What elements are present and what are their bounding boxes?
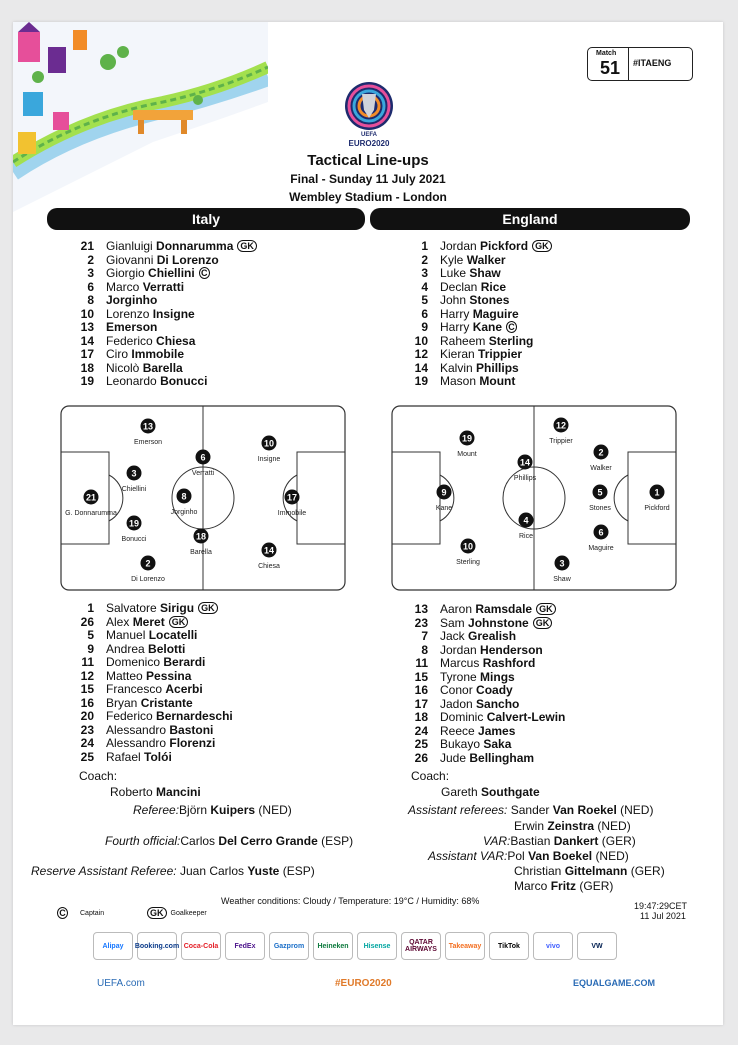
player-name: Giorgio Chiellini C xyxy=(106,267,210,281)
player-name: Alessandro Bastoni xyxy=(106,722,214,737)
logo-euro-text: EURO2020 xyxy=(348,139,390,148)
player-marker-number: 17 xyxy=(286,492,298,503)
player-row xyxy=(68,643,233,657)
player-marker-label: Kane xyxy=(435,505,453,512)
sponsor-logo: FedEx xyxy=(225,932,265,960)
lineup-sheet xyxy=(13,22,723,1025)
player-number: 3 xyxy=(421,266,428,280)
team-header-home: Italy xyxy=(47,208,365,230)
equalgame-link[interactable]: EQUALGAME.COM xyxy=(573,978,655,988)
player-marker-number: 2 xyxy=(145,558,151,569)
goalkeeper-icon: GK xyxy=(198,602,218,614)
player-row xyxy=(402,698,565,712)
player-row xyxy=(402,335,552,349)
team-header-away: England xyxy=(370,208,690,230)
player-name: Tyrone Mings xyxy=(440,669,515,684)
referee: Referee:Björn Kuipers (NED) xyxy=(133,803,292,817)
player-marker-label: Di Lorenzo xyxy=(131,576,165,583)
away-coach-label: Coach: xyxy=(411,769,450,783)
away-substitutes-list xyxy=(402,603,565,765)
captain-icon: C xyxy=(57,907,68,919)
sponsor-logos xyxy=(93,932,617,960)
player-row xyxy=(68,335,257,349)
player-marker-label: Rice xyxy=(518,533,534,540)
player-marker-number: 18 xyxy=(195,531,207,542)
reserve-assistant-referee: Reserve Assistant Referee: Juan Carlos Yuste (ESP) xyxy=(31,864,315,878)
player-name: Mason Mount xyxy=(440,374,516,388)
player-number: 9 xyxy=(421,320,428,334)
player-name: Aaron Ramsdale GK xyxy=(440,603,556,617)
player-row xyxy=(402,254,552,268)
player-number: 24 xyxy=(414,723,428,738)
player-name: Ciro Immobile xyxy=(106,347,185,361)
player-number: 9 xyxy=(87,641,94,656)
player-marker-number: 19 xyxy=(128,518,140,529)
captain-icon: C xyxy=(506,321,517,333)
player-marker-number: 19 xyxy=(461,433,473,444)
player-marker-number: 13 xyxy=(142,421,154,432)
player-name: Gianluigi Donnarumma GK xyxy=(106,240,257,254)
player-name: Federico Bernardeschi xyxy=(106,709,233,723)
player-name: Alessandro Florenzi xyxy=(106,736,216,750)
player-name: Jude Bellingham xyxy=(440,750,535,765)
player-name: Federico Chiesa xyxy=(106,333,196,348)
player-row xyxy=(402,362,552,376)
player-name: Harry Kane C xyxy=(440,321,517,335)
player-row xyxy=(68,724,233,738)
player-name: Sam Johnstone GK xyxy=(440,617,552,631)
player-number: 3 xyxy=(87,266,94,280)
goalkeeper-icon: GK xyxy=(536,603,556,615)
player-row xyxy=(402,630,565,644)
goalkeeper-icon: GK xyxy=(532,240,552,252)
player-marker-label: Stones xyxy=(589,505,611,512)
player-row xyxy=(68,294,257,308)
player-marker-number: 10 xyxy=(462,541,474,552)
sponsor-logo: Alipay xyxy=(93,932,133,960)
player-name: Declan Rice xyxy=(440,279,507,294)
player-number: 19 xyxy=(80,374,94,388)
player-name: Marco Verratti xyxy=(106,279,185,294)
player-row xyxy=(402,294,552,308)
player-marker-number: 21 xyxy=(85,492,97,503)
player-marker-label: Insigne xyxy=(257,456,281,463)
player-row xyxy=(68,683,233,697)
player-row xyxy=(68,267,257,281)
sponsor-logo: Takeaway xyxy=(445,932,485,960)
player-marker-number: 6 xyxy=(598,527,604,538)
player-marker-label: Trippier xyxy=(549,438,573,445)
player-row xyxy=(402,267,552,281)
player-name: Luke Shaw xyxy=(440,266,501,280)
goalkeeper-icon: GK xyxy=(147,907,167,919)
player-marker-label: Jorginho xyxy=(170,509,198,516)
uefa-link[interactable]: UEFA.com xyxy=(97,978,145,989)
player-number: 24 xyxy=(80,736,94,750)
player-number: 12 xyxy=(80,668,94,683)
player-number: 13 xyxy=(414,602,428,616)
home-coach-name: Roberto Mancini xyxy=(110,785,201,799)
player-marker-number: 8 xyxy=(181,491,187,502)
goalkeeper-icon: GK xyxy=(533,617,553,629)
assistant-var-3: Marco Fritz (GER) xyxy=(514,879,614,893)
player-number: 23 xyxy=(80,722,94,737)
player-number: 11 xyxy=(415,656,428,670)
player-name: Conor Coady xyxy=(440,683,513,697)
away-starters-list xyxy=(402,240,552,389)
player-marker-label: Chiesa xyxy=(258,563,280,570)
player-row xyxy=(68,737,233,751)
player-number: 10 xyxy=(80,306,94,321)
player-number: 1 xyxy=(421,239,428,253)
player-marker-label: Phillips xyxy=(513,475,537,482)
player-row xyxy=(68,375,257,389)
assistant-var-1: Assistant VAR:Pol Van Boekel (NED) xyxy=(428,849,629,863)
player-row xyxy=(402,281,552,295)
player-number: 17 xyxy=(80,347,94,361)
player-name: Nicolò Barella xyxy=(106,360,183,375)
sponsor-logo: TikTok xyxy=(489,932,529,960)
sponsor-logo: Hisense xyxy=(357,932,397,960)
sponsor-logo: VW xyxy=(577,932,617,960)
player-row xyxy=(68,697,233,711)
player-name: Bukayo Saka xyxy=(440,737,512,751)
player-marker-label: Shaw xyxy=(553,576,571,583)
player-name: Francesco Acerbi xyxy=(106,682,203,696)
euro2020-logo xyxy=(340,80,398,152)
player-row xyxy=(68,616,233,630)
player-number: 25 xyxy=(414,737,428,751)
player-row xyxy=(68,281,257,295)
weather-conditions: Weather conditions: Cloudy / Temperature: 19°C / Humidity: 68% xyxy=(221,896,480,906)
player-row xyxy=(402,617,565,631)
player-name: Salvatore Sirigu GK xyxy=(106,602,218,616)
player-number: 4 xyxy=(421,279,428,294)
player-number: 7 xyxy=(421,629,428,643)
player-name: Leonardo Bonucci xyxy=(106,374,208,388)
away-coach-name: Gareth Southgate xyxy=(441,785,540,799)
player-number: 21 xyxy=(80,239,94,253)
player-number: 18 xyxy=(80,360,94,375)
player-name: Harry Maguire xyxy=(440,306,519,321)
player-number: 17 xyxy=(414,696,428,711)
match-subtitle: Final - Sunday 11 July 2021 xyxy=(290,172,446,186)
player-name: Kieran Trippier xyxy=(440,347,523,361)
player-row xyxy=(402,752,565,766)
player-name: Lorenzo Insigne xyxy=(106,306,195,321)
player-number: 14 xyxy=(80,333,94,348)
player-number: 8 xyxy=(421,642,428,657)
player-name: Matteo Pessina xyxy=(106,668,192,683)
assistant-var-2: Christian Gittelmann (GER) xyxy=(514,864,665,878)
sponsor-logo: vivo xyxy=(533,932,573,960)
player-marker-label: Bonucci xyxy=(121,536,147,543)
page-title: Tactical Line-ups xyxy=(307,152,429,169)
home-starters-list xyxy=(68,240,257,389)
player-row xyxy=(68,240,257,254)
player-name: Rafael Tolói xyxy=(106,749,172,764)
player-row xyxy=(402,603,565,617)
player-name: Jadon Sancho xyxy=(440,696,520,711)
player-row xyxy=(402,321,552,335)
player-number: 8 xyxy=(87,293,94,307)
match-label: Match xyxy=(596,50,617,57)
sponsor-logo: Heineken xyxy=(313,932,353,960)
player-row xyxy=(402,375,552,389)
sponsor-logo: Coca-Cola xyxy=(181,932,221,960)
player-number: 19 xyxy=(414,374,428,388)
player-name: Kalvin Phillips xyxy=(440,360,519,375)
player-name: Bryan Cristante xyxy=(106,695,193,710)
player-number: 23 xyxy=(414,615,428,630)
print-date: 11 Jul 2021 xyxy=(640,911,686,921)
player-marker-number: 14 xyxy=(263,545,275,556)
player-row xyxy=(68,629,233,643)
player-name: Jack Grealish xyxy=(440,629,517,643)
player-marker-label: Immobile xyxy=(277,510,307,517)
player-row xyxy=(68,670,233,684)
player-name: Dominic Calvert-Lewin xyxy=(440,710,566,724)
goalkeeper-icon: GK xyxy=(237,240,257,252)
logo-uefa-text: UEFA xyxy=(360,132,378,138)
print-time: 19:47:29CET xyxy=(634,901,688,911)
player-marker-number: 2 xyxy=(598,447,604,458)
player-row xyxy=(68,602,233,616)
player-marker-label: Emerson xyxy=(133,439,163,446)
player-marker-number: 3 xyxy=(131,468,137,479)
player-row xyxy=(68,362,257,376)
player-marker-label: Walker xyxy=(590,465,612,472)
player-row xyxy=(402,657,565,671)
player-number: 11 xyxy=(81,655,94,669)
player-row xyxy=(68,348,257,362)
player-marker-number: 5 xyxy=(597,487,603,498)
player-marker-label: Maguire xyxy=(588,545,614,552)
player-marker-number: 14 xyxy=(519,457,531,468)
match-number: 51 xyxy=(600,58,621,78)
player-name: Manuel Locatelli xyxy=(106,628,198,642)
player-name: Alex Meret GK xyxy=(106,616,188,630)
player-name: Domenico Berardi xyxy=(106,655,206,669)
player-marker-number: 4 xyxy=(523,515,529,526)
player-marker-number: 3 xyxy=(559,558,565,569)
player-name: Andrea Belotti xyxy=(106,641,186,656)
player-name: Jordan Henderson xyxy=(440,642,543,657)
player-number: 5 xyxy=(421,293,428,307)
goalkeeper-icon: GK xyxy=(169,616,189,628)
player-number: 12 xyxy=(414,347,428,361)
match-venue: Wembley Stadium - London xyxy=(289,190,447,204)
player-name: Marcus Rashford xyxy=(440,656,536,670)
home-pitch xyxy=(60,405,346,596)
player-row xyxy=(402,348,552,362)
player-marker-label: G. Donnarumma xyxy=(65,510,117,517)
player-marker-label: Chiellini xyxy=(121,486,147,493)
player-number: 15 xyxy=(80,682,94,696)
match-hashtag: #ITAENG xyxy=(633,58,672,68)
divider xyxy=(628,48,629,80)
player-row xyxy=(402,684,565,698)
home-coach-label: Coach: xyxy=(79,769,118,783)
player-marker-label: Pickford xyxy=(644,505,670,512)
player-row xyxy=(68,254,257,268)
away-pitch xyxy=(391,405,677,596)
player-number: 1 xyxy=(87,601,94,615)
player-number: 16 xyxy=(80,695,94,710)
home-substitutes-list xyxy=(68,602,233,764)
player-marker-label: Barella xyxy=(190,549,212,556)
player-row xyxy=(402,725,565,739)
player-marker-number: 6 xyxy=(200,452,206,463)
assistant-referee-2: Erwin Zeinstra (NED) xyxy=(514,819,631,833)
player-name: Reece James xyxy=(440,723,516,738)
player-row xyxy=(402,671,565,685)
player-name: Kyle Walker xyxy=(440,252,506,267)
player-number: 25 xyxy=(80,749,94,764)
player-number: 6 xyxy=(421,306,428,321)
euro2020-hashtag[interactable]: #EURO2020 xyxy=(335,978,392,989)
player-marker-number: 1 xyxy=(654,487,660,498)
player-name: Emerson xyxy=(106,320,158,334)
match-number-box xyxy=(587,47,693,81)
player-row xyxy=(402,711,565,725)
player-number: 2 xyxy=(87,252,94,267)
player-number: 18 xyxy=(414,710,428,724)
sponsor-logo: QATAR AIRWAYS xyxy=(401,932,441,960)
player-number: 16 xyxy=(414,683,428,697)
player-marker-label: Verratti xyxy=(191,470,215,477)
player-marker-label: Mount xyxy=(457,451,477,458)
player-name: Jordan Pickford GK xyxy=(440,240,552,254)
player-number: 5 xyxy=(87,628,94,642)
player-name: Jorginho xyxy=(106,293,158,307)
player-marker-number: 12 xyxy=(555,420,567,431)
player-row xyxy=(68,656,233,670)
player-number: 13 xyxy=(80,320,94,334)
player-number: 2 xyxy=(421,252,428,267)
player-marker-number: 9 xyxy=(441,487,447,498)
player-number: 14 xyxy=(414,360,428,375)
assistant-referee-1: Assistant referees: Sander Van Roekel (NED) xyxy=(408,803,654,817)
player-row xyxy=(402,240,552,254)
player-name: Giovanni Di Lorenzo xyxy=(106,252,219,267)
player-row xyxy=(68,308,257,322)
player-marker-label: Sterling xyxy=(456,559,480,566)
player-name: John Stones xyxy=(440,293,510,307)
player-number: 26 xyxy=(80,614,94,629)
player-number: 10 xyxy=(414,333,428,348)
player-row xyxy=(68,321,257,335)
player-number: 6 xyxy=(87,279,94,294)
player-row xyxy=(402,644,565,658)
var-official: VAR:Bastian Dankert (GER) xyxy=(483,834,636,848)
captain-icon: C xyxy=(199,267,210,279)
player-row xyxy=(68,710,233,724)
player-row xyxy=(68,751,233,765)
legend-goalkeeper: GK Goalkeeper xyxy=(143,907,207,919)
player-number: 15 xyxy=(414,669,428,684)
player-row xyxy=(402,738,565,752)
fourth-official: Fourth official:Carlos Del Cerro Grande (ESP) xyxy=(105,834,354,848)
player-number: 20 xyxy=(80,709,94,723)
sponsor-logo: Gazprom xyxy=(269,932,309,960)
player-name: Raheem Sterling xyxy=(440,333,534,348)
player-number: 26 xyxy=(414,750,428,765)
legend-captain: C Captain xyxy=(53,907,104,919)
player-row xyxy=(402,308,552,322)
player-marker-number: 10 xyxy=(263,438,275,449)
sponsor-logo: Booking.com xyxy=(137,932,177,960)
